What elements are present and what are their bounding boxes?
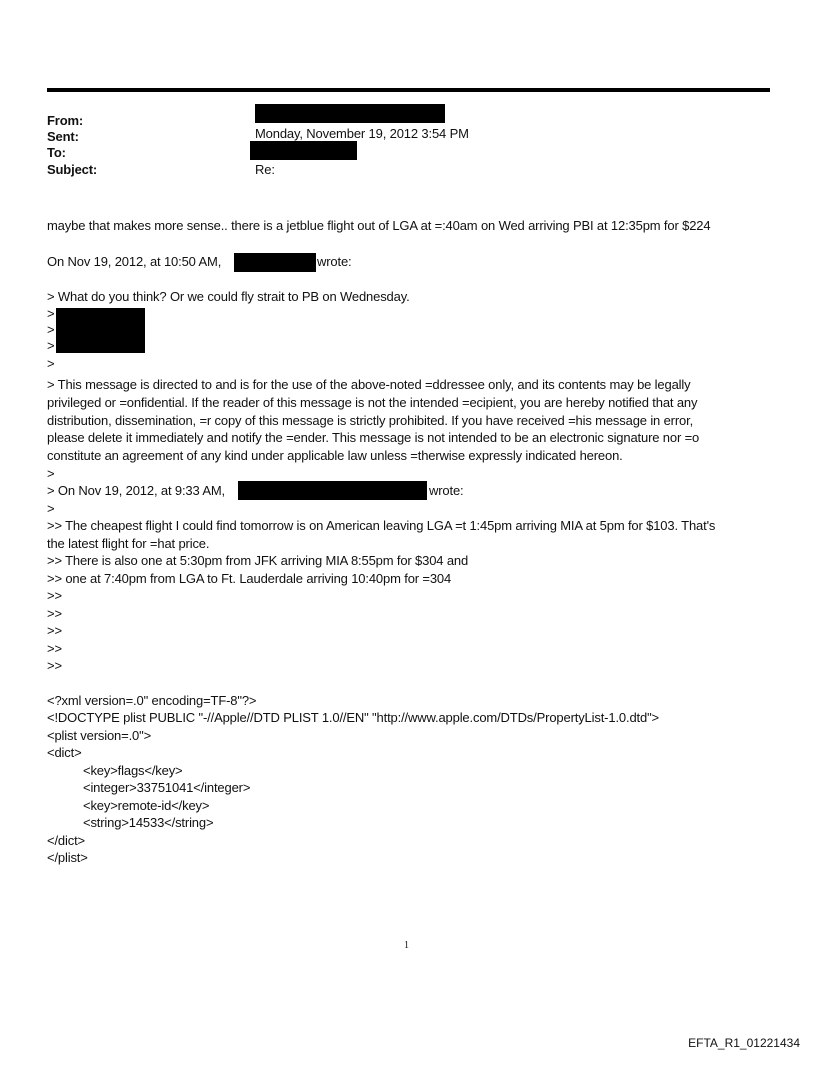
- quote-marker: >: [47, 322, 55, 337]
- disclaimer-line: > This message is directed to and is for the use of the above-noted =ddressee only, and its contents may be legally: [47, 377, 691, 392]
- quote-marker: >: [47, 466, 55, 481]
- quote-marker: >>: [47, 588, 62, 603]
- disclaimer-line: distribution, dissemination, =r copy of this message is strictly prohibited. If you have received =his message in error,: [47, 413, 694, 428]
- quote2-line: the latest flight for =hat price.: [47, 536, 210, 551]
- xml-line: </dict>: [47, 833, 85, 848]
- quote2-line: >> one at 7:40pm from LGA to Ft. Lauderdale arriving 10:40pm for =304: [47, 571, 452, 586]
- sent-value: Monday, November 19, 2012 3:54 PM: [255, 126, 469, 141]
- xml-line: <!DOCTYPE plist PUBLIC "-//Apple//DTD PLIST 1.0//EN" "http://www.apple.com/DTDs/PropertyList-1.0.dtd">: [47, 710, 659, 725]
- xml-line: <string>14533</string>: [83, 815, 214, 830]
- xml-line: <plist version=.0">: [47, 728, 152, 743]
- disclaimer-line: please delete it immediately and notify the =ender. This message is not intended to be an electronic signature nor =o: [47, 430, 700, 445]
- page-number: 1: [404, 940, 409, 951]
- quote2-line: >> The cheapest flight I could find tomorrow is on American leaving LGA =t 1:45pm arriving MIA at 5pm for $103. That's: [47, 518, 716, 533]
- quote2-wrote: wrote:: [429, 483, 464, 498]
- quote2-intro: > On Nov 19, 2012, at 9:33 AM,: [47, 483, 225, 498]
- xml-line: <key>remote-id</key>: [83, 798, 210, 813]
- sent-label: Sent:: [47, 129, 79, 144]
- xml-line: <dict>: [47, 745, 82, 760]
- xml-line: <integer>33751041</integer>: [83, 780, 251, 795]
- quote-marker: >: [47, 338, 55, 353]
- redaction-sender2: [238, 481, 427, 500]
- reply-text: maybe that makes more sense.. there is a jetblue flight out of LGA at =:40am on Wed arriving PBI at 12:35pm for $224: [47, 218, 711, 233]
- quote-marker: >>: [47, 641, 62, 656]
- redaction-to: [250, 141, 357, 160]
- redaction-signature: [56, 308, 145, 353]
- redaction-sender1: [234, 253, 316, 272]
- bates-number: EFTA_R1_01221434: [688, 1036, 800, 1050]
- quote-marker: >>: [47, 623, 62, 638]
- xml-line: <key>flags</key>: [83, 763, 183, 778]
- subject-value: Re:: [255, 162, 275, 177]
- quote1-intro: On Nov 19, 2012, at 10:50 AM,: [47, 254, 222, 269]
- redaction-from: [255, 104, 445, 123]
- xml-line: <?xml version=.0" encoding=TF-8"?>: [47, 693, 257, 708]
- quote-marker: >: [47, 356, 55, 371]
- from-label: From:: [47, 113, 84, 128]
- disclaimer-line: constitute an agreement of any kind under applicable law unless =therwise expressly indicated hereon.: [47, 448, 623, 463]
- subject-label: Subject:: [47, 162, 98, 177]
- quote-marker: >: [47, 501, 55, 516]
- header-rule: [47, 88, 770, 92]
- to-label: To:: [47, 145, 66, 160]
- quote1-wrote: wrote:: [317, 254, 352, 269]
- quote2-line: >> There is also one at 5:30pm from JFK arriving MIA 8:55pm for $304 and: [47, 553, 469, 568]
- xml-line: </plist>: [47, 850, 88, 865]
- quote1-line: > What do you think? Or we could fly strait to PB on Wednesday.: [47, 289, 410, 304]
- quote-marker: >>: [47, 658, 62, 673]
- disclaimer-line: privileged or =onfidential. If the reader of this message is not the intended =ecipient, you are hereby notified that any: [47, 395, 698, 410]
- quote-marker: >>: [47, 606, 62, 621]
- quote-marker: >: [47, 306, 55, 321]
